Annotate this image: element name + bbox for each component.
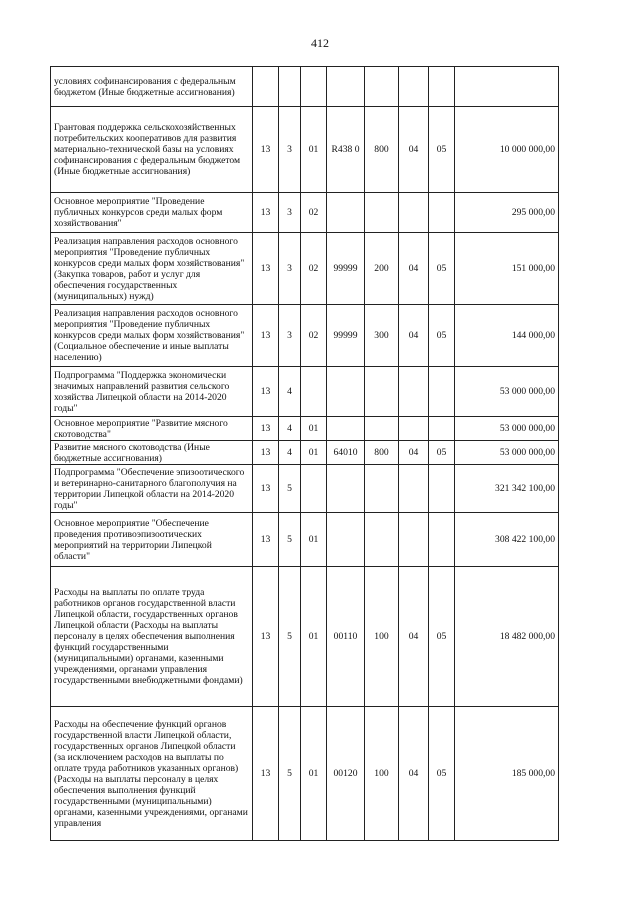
- code-cell-6: 04: [399, 567, 429, 707]
- table-row: [51, 305, 559, 367]
- code-cell-3: 01: [301, 707, 327, 841]
- code-cell-2: 5: [279, 513, 301, 567]
- code-cell-2: 5: [279, 465, 301, 513]
- row-name-cell: Подпрограмма "Поддержка экономически значимых направлений развития сельского хозяйства Липецкой области на 2014-2020 годы": [51, 367, 253, 417]
- code-cell-5: [365, 367, 399, 417]
- row-name-cell: Основное мероприятие "Проведение публичных конкурсов среди малых форм хозяйствования": [51, 193, 253, 233]
- amount-cell: 144 000,00: [455, 305, 559, 367]
- code-cell-3: 01: [301, 417, 327, 441]
- row-name-cell: Реализация направления расходов основного мероприятия "Проведение публичных конкурсов среди малых форм хозяйствования" (Закупка товаров, работ и услуг для обеспечения государственных (муниципальных) нужд): [51, 233, 253, 305]
- code-cell-2: 3: [279, 107, 301, 193]
- amount-cell: 295 000,00: [455, 193, 559, 233]
- code-cell-7: 05: [429, 567, 455, 707]
- code-cell-7: [429, 513, 455, 567]
- code-cell-2: 4: [279, 441, 301, 465]
- code-cell-7: 05: [429, 233, 455, 305]
- amount-cell: 53 000 000,00: [455, 367, 559, 417]
- code-cell-6: 04: [399, 107, 429, 193]
- code-cell-1: 13: [253, 567, 279, 707]
- code-cell-2: 3: [279, 233, 301, 305]
- budget-table: [50, 66, 559, 841]
- code-cell-7: [429, 465, 455, 513]
- code-cell-6: [399, 367, 429, 417]
- code-cell-2: [279, 67, 301, 107]
- code-cell-4: [327, 367, 365, 417]
- code-cell-5: 100: [365, 707, 399, 841]
- code-cell-6: [399, 193, 429, 233]
- code-cell-2: 5: [279, 707, 301, 841]
- code-cell-2: 5: [279, 567, 301, 707]
- amount-cell: [455, 67, 559, 107]
- code-cell-1: 13: [253, 233, 279, 305]
- code-cell-5: 200: [365, 233, 399, 305]
- code-cell-4: [327, 67, 365, 107]
- code-cell-3: [301, 67, 327, 107]
- code-cell-1: 13: [253, 707, 279, 841]
- code-cell-5: [365, 513, 399, 567]
- code-cell-3: [301, 367, 327, 417]
- code-cell-7: [429, 367, 455, 417]
- code-cell-5: 300: [365, 305, 399, 367]
- code-cell-7: 05: [429, 441, 455, 465]
- code-cell-1: 13: [253, 441, 279, 465]
- code-cell-2: 3: [279, 193, 301, 233]
- code-cell-6: [399, 513, 429, 567]
- code-cell-7: 05: [429, 305, 455, 367]
- code-cell-3: 01: [301, 513, 327, 567]
- code-cell-1: [253, 67, 279, 107]
- amount-cell: 151 000,00: [455, 233, 559, 305]
- code-cell-7: [429, 417, 455, 441]
- code-cell-6: 04: [399, 707, 429, 841]
- code-cell-3: [301, 465, 327, 513]
- table-row: [51, 417, 559, 441]
- amount-cell: 53 000 000,00: [455, 417, 559, 441]
- table-row: [51, 367, 559, 417]
- code-cell-6: 04: [399, 441, 429, 465]
- code-cell-5: 100: [365, 567, 399, 707]
- row-name-cell: условиях софинансирования с федеральным бюджетом (Иные бюджетные ассигнования): [51, 67, 253, 107]
- code-cell-6: [399, 417, 429, 441]
- code-cell-7: 05: [429, 107, 455, 193]
- amount-cell: 321 342 100,00: [455, 465, 559, 513]
- code-cell-3: 02: [301, 233, 327, 305]
- amount-cell: 308 422 100,00: [455, 513, 559, 567]
- code-cell-5: [365, 465, 399, 513]
- row-name-cell: Грантовая поддержка сельскохозяйственных потребительских кооперативов для развития материально-технической базы на условиях софинансирования с федеральным бюджетом (Иные бюджетные ассигнования): [51, 107, 253, 193]
- code-cell-4: [327, 513, 365, 567]
- code-cell-1: 13: [253, 193, 279, 233]
- code-cell-4: 99999: [327, 305, 365, 367]
- row-name-cell: Основное мероприятие "Обеспечение проведения противоэпизоотических мероприятий на территории Липецкой области": [51, 513, 253, 567]
- code-cell-5: [365, 193, 399, 233]
- code-cell-4: [327, 417, 365, 441]
- code-cell-4: R438 0: [327, 107, 365, 193]
- page-number: 412: [311, 36, 329, 50]
- row-name-cell: Подпрограмма "Обеспечение эпизоотического и ветеринарно-санитарного благополучия на территории Липецкой области на 2014-2020 годы": [51, 465, 253, 513]
- code-cell-3: 02: [301, 305, 327, 367]
- code-cell-7: 05: [429, 707, 455, 841]
- code-cell-1: 13: [253, 417, 279, 441]
- code-cell-4: 00110: [327, 567, 365, 707]
- row-name-cell: Расходы на выплаты по оплате труда работников органов государственной власти Липецкой области, государственных органов Липецкой области (Расходы на выплаты персоналу в целях обеспечения выполнения функций государственными (муниципальными) органами, казенными учреждениями, органами управления государственными внебюджетными фондами): [51, 567, 253, 707]
- row-name-cell: Реализация направления расходов основного мероприятия "Проведение публичных конкурсов среди малых форм хозяйствования" (Социальное обеспечение и иные выплаты населению): [51, 305, 253, 367]
- code-cell-4: [327, 465, 365, 513]
- row-name-cell: Основное мероприятие "Развитие мясного скотоводства": [51, 417, 253, 441]
- code-cell-4: 64010: [327, 441, 365, 465]
- amount-cell: 185 000,00: [455, 707, 559, 841]
- table-row: [51, 567, 559, 707]
- code-cell-1: 13: [253, 513, 279, 567]
- table-row: [51, 193, 559, 233]
- code-cell-7: [429, 67, 455, 107]
- code-cell-1: 13: [253, 367, 279, 417]
- code-cell-5: [365, 417, 399, 441]
- code-cell-1: 13: [253, 107, 279, 193]
- amount-cell: 18 482 000,00: [455, 567, 559, 707]
- table-row: [51, 465, 559, 513]
- code-cell-6: 04: [399, 233, 429, 305]
- row-name-cell: Развитие мясного скотоводства (Иные бюджетные ассигнования): [51, 441, 253, 465]
- table-row: [51, 707, 559, 841]
- code-cell-6: 04: [399, 305, 429, 367]
- code-cell-4: 00120: [327, 707, 365, 841]
- code-cell-1: 13: [253, 465, 279, 513]
- table-row: [51, 441, 559, 465]
- table-row: [51, 233, 559, 305]
- amount-cell: 10 000 000,00: [455, 107, 559, 193]
- code-cell-1: 13: [253, 305, 279, 367]
- code-cell-3: 01: [301, 441, 327, 465]
- code-cell-4: 99999: [327, 233, 365, 305]
- table-row: [51, 67, 559, 107]
- code-cell-3: 01: [301, 107, 327, 193]
- table-row: [51, 107, 559, 193]
- code-cell-3: 01: [301, 567, 327, 707]
- code-cell-4: [327, 193, 365, 233]
- code-cell-5: 800: [365, 441, 399, 465]
- table-row: [51, 513, 559, 567]
- code-cell-6: [399, 67, 429, 107]
- code-cell-6: [399, 465, 429, 513]
- code-cell-5: 800: [365, 107, 399, 193]
- code-cell-7: [429, 193, 455, 233]
- code-cell-3: 02: [301, 193, 327, 233]
- code-cell-5: [365, 67, 399, 107]
- code-cell-2: 4: [279, 367, 301, 417]
- row-name-cell: Расходы на обеспечение функций органов государственной власти Липецкой области, государственных органов Липецкой области (за исключением расходов на выплаты по оплате труда работников указанных органов) (Расходы на выплаты персоналу в целях обеспечения выполнения функций государственными (муниципальными) органами, казенными учреждениями, органами управления: [51, 707, 253, 841]
- code-cell-2: 3: [279, 305, 301, 367]
- code-cell-2: 4: [279, 417, 301, 441]
- amount-cell: 53 000 000,00: [455, 441, 559, 465]
